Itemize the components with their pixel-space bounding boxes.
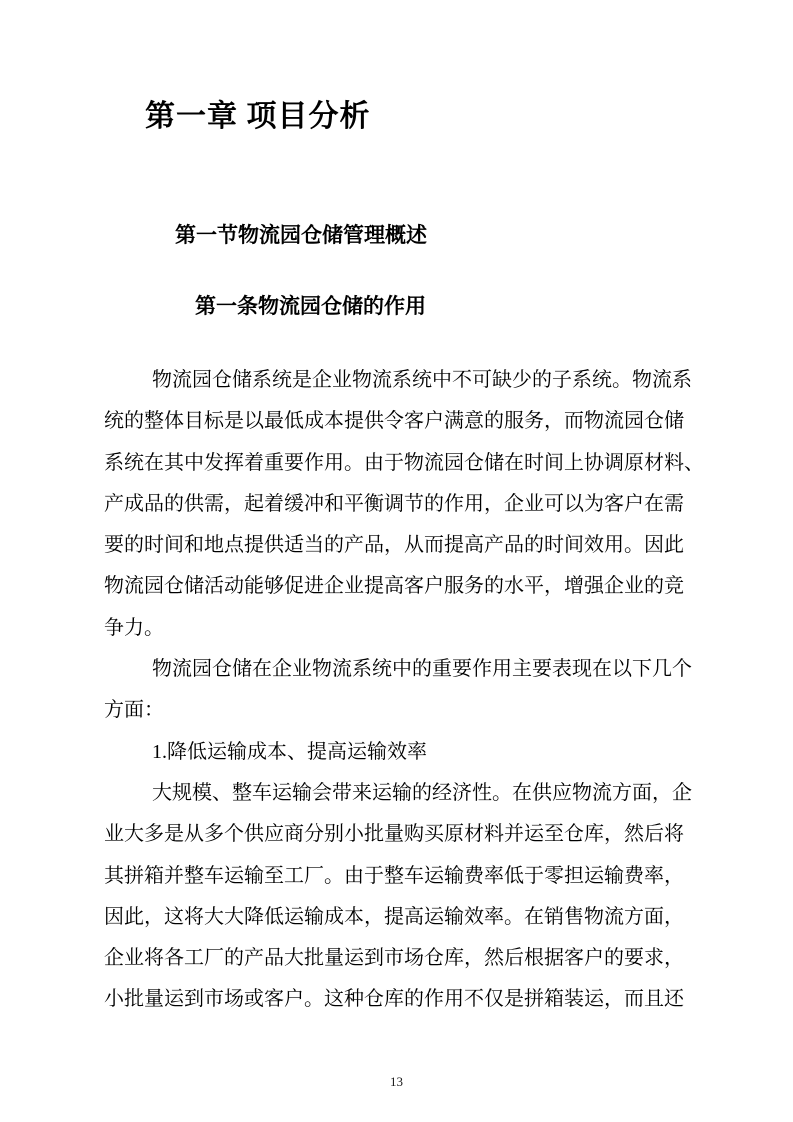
text-line: 大规模、整车运输会带来运输的经济性。在供应物流方面，企: [152, 781, 692, 804]
text-line: 物流园仓储活动能够促进企业提高客户服务的水平，增强企业的竞: [104, 575, 684, 598]
text-line: 企业将各工厂的产品大批量运到市场仓库，然后根据客户的要求，: [104, 947, 684, 970]
paragraph: [104, 773, 692, 1021]
section-heading: 第一节物流园仓储管理概述: [175, 223, 427, 247]
text-line: 方面：: [104, 699, 164, 722]
text-line: 小批量运到市场或客户。这种仓库的作用不仅是拼箱装运，而且还: [104, 988, 684, 1011]
page-number: 13: [390, 1074, 403, 1089]
text-line: 要的时间和地点提供适当的产品，从而提高产品的时间效用。因此: [104, 534, 684, 557]
text-line: 物流园仓储系统是企业物流系统中不可缺少的子系统。物流系: [152, 369, 692, 391]
text-line: 产成品的供需，起着缓冲和平衡调节的作用，企业可以为客户在需: [104, 492, 684, 515]
text-line: 其拼箱并整车运输至工厂。由于整车运输费率低于零担运输费率，: [104, 864, 684, 887]
text-line: 争力。: [104, 616, 164, 639]
body-text: [104, 360, 704, 1021]
text-line: 业大多是从多个供应商分别小批量购买原材料并运至仓库，然后将: [104, 823, 684, 846]
text-line: 1.降低运输成本、提高运输效率: [152, 740, 427, 763]
chapter-title: 第一章 项目分析: [145, 100, 371, 133]
paragraph: [104, 360, 704, 649]
paragraph: [104, 732, 686, 773]
text-line: 系统在其中发挥着重要作用。由于物流园仓储在时间上协调原材料、: [104, 451, 704, 474]
paragraph: [104, 649, 692, 732]
text-line: 物流园仓储在企业物流系统中的重要作用主要表现在以下几个: [152, 658, 692, 681]
text-line: 统的整体目标是以最低成本提供令客户满意的服务，而物流园仓储: [104, 410, 684, 433]
article-heading: 第一条物流园仓储的作用: [195, 294, 426, 318]
text-line: 因此，这将大大降低运输成本，提高运输效率。在销售物流方面，: [104, 905, 684, 928]
